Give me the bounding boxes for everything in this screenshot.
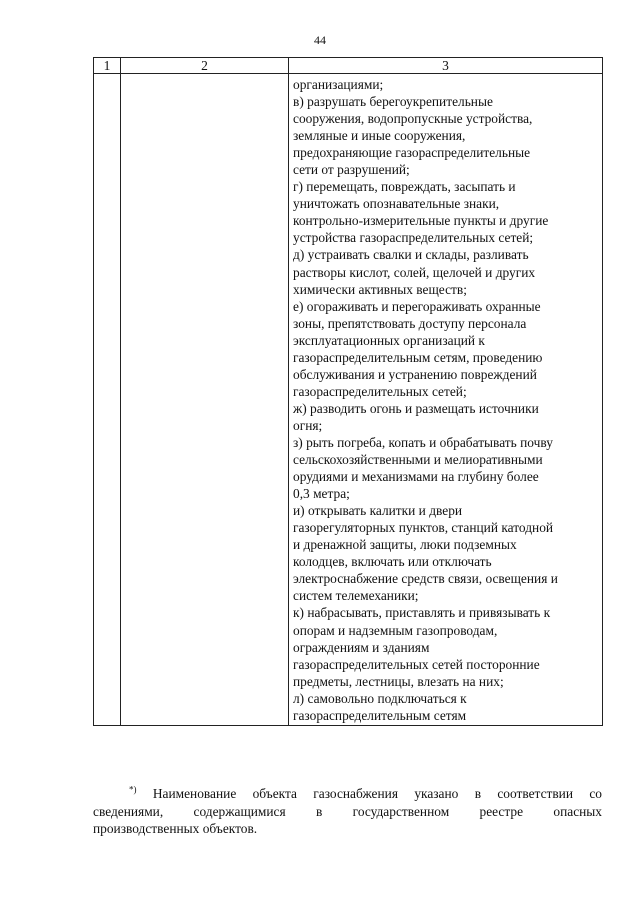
footnote-text-1: Наименование объекта газоснабжения указано в соответствии со [152,786,602,801]
text-line: химически активных веществ; [293,281,467,297]
table-header-row [94,58,603,74]
footnote-mark: *) [129,784,137,795]
text-line: газораспределительным сетям [293,707,467,723]
text-line: з) рыть погреба, копать и обрабатывать почву [293,434,553,450]
text-line: уничтожать опознавательные знаки, [293,196,500,212]
text-line: устройства газораспределительных сетей; [293,230,534,246]
text-line: орудиями и механизмами на глубину более [293,469,539,485]
text-line: обслуживания и устранению повреждений [293,366,537,382]
text-line: газорегуляторных пунктов, станций катодной [293,520,554,536]
text-line: растворы кислот, солей, щелочей и других [293,264,536,280]
text-line: зоны, препятствовать доступу персонала [293,315,527,331]
text-line: предохраняющие газораспределительные [293,145,531,161]
text-line: организациями; [293,77,384,92]
text-line: ж) разводить огонь и размещать источники [293,400,539,416]
footnote [93,785,602,838]
text-line: л) самовольно подключаться к [293,690,467,706]
column-header-2: 2 [121,58,289,74]
text-line: 0,3 метра; [293,486,350,502]
text-line: систем телемеханики; [293,588,419,604]
column-header-3: 3 [289,58,603,74]
text-line: сооружения, водопропускные устройства, [293,111,533,127]
text-line: в) разрушать берегоукрепительные [293,94,493,110]
text-line: предметы, лестницы, влезать на них; [293,673,504,689]
table-cell-col2 [121,74,289,726]
page-number: 44 [314,33,326,47]
table-row [94,74,603,726]
restrictions-text [289,74,602,725]
text-line: ограждениям и зданиям [293,639,430,655]
text-line: опорам и надземным газопроводам, [293,622,498,638]
text-line: земляные и иные сооружения, [293,128,466,144]
text-line: газораспределительным сетям, проведению [293,349,543,365]
footnote-line-3: производственных объектов. [93,821,258,836]
text-line: сети от разрушений; [293,162,410,178]
text-line: газораспределительных сетей посторонние [293,656,540,672]
text-line: газораспределительных сетей; [293,383,467,399]
column-header-1: 1 [94,58,121,74]
text-line: колодцев, включать или отключать [293,554,492,570]
text-line: д) устраивать свалки и склады, разливать [293,247,529,263]
requirements-table [93,57,603,726]
text-line: электроснабжение средств связи, освещения и [293,571,558,587]
table-cell-col1 [94,74,121,726]
text-line: сельскохозяйственными и мелиоративными [293,452,543,468]
text-line: г) перемещать, повреждать, засыпать и [293,179,516,195]
text-line: огня; [293,417,323,433]
text-line: эксплуатационных организаций к [293,332,485,348]
text-line: и) открывать калитки и двери [293,503,463,519]
text-line: к) набрасывать, приставлять и привязывать к [293,605,551,621]
table-cell-col3 [289,74,603,726]
text-line: е) огораживать и перегораживать охранные [293,298,541,314]
text-line: и дренажной защиты, люки подземных [293,537,517,553]
text-line: контрольно-измерительные пункты и другие [293,213,549,229]
footnote-line-1 [93,785,602,803]
footnote-line-2: сведениями, содержащимися в государственном реестре опасных [93,803,602,819]
